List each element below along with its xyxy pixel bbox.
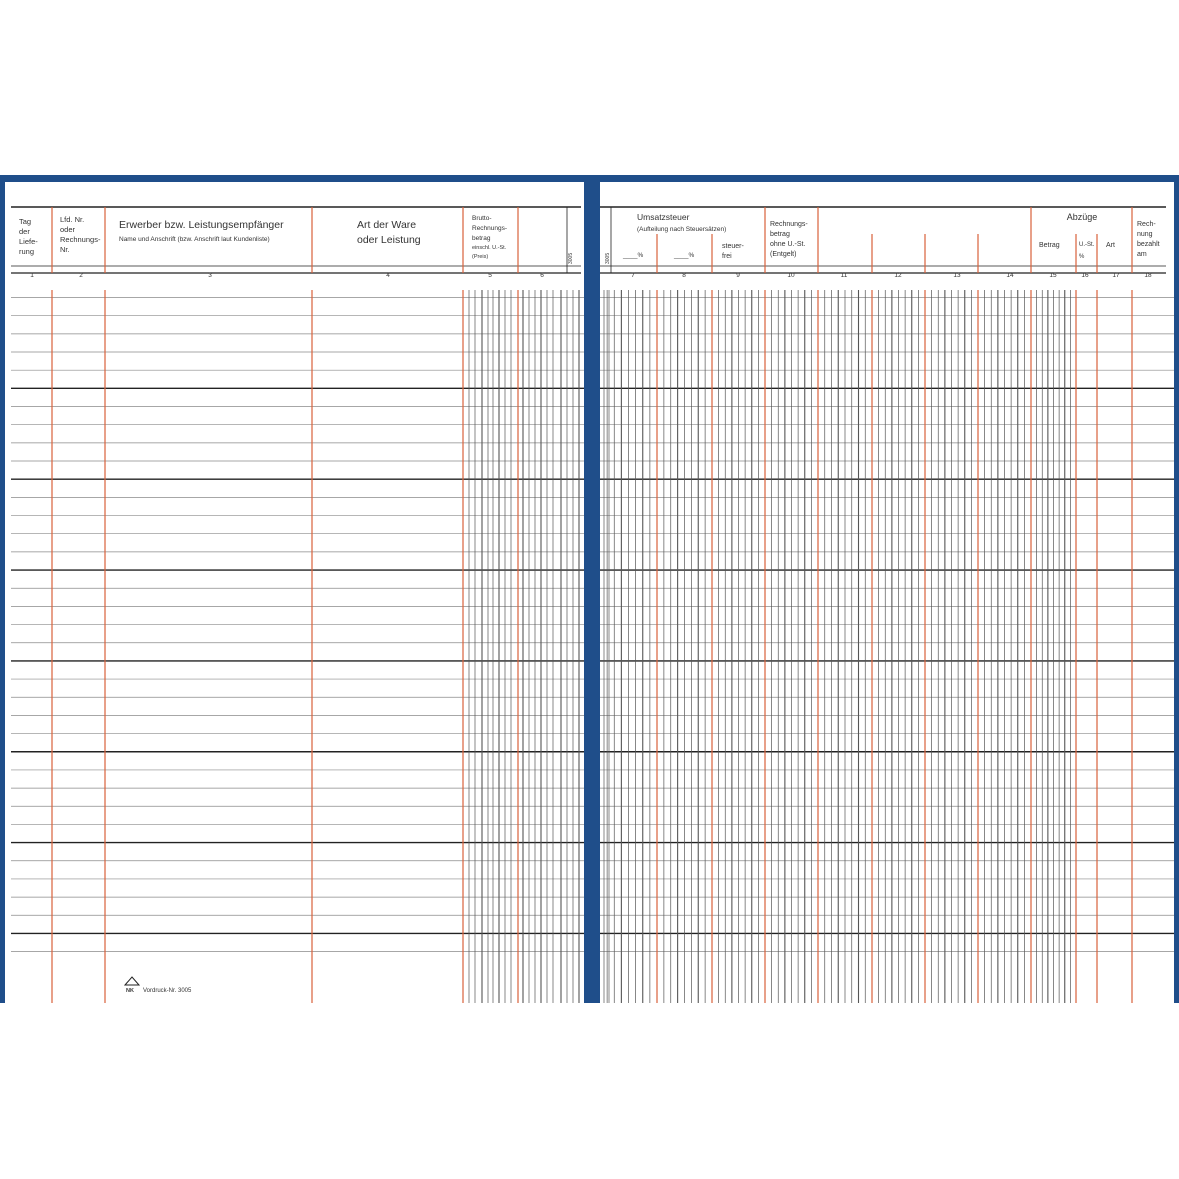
col-number-5: 5 [488,272,492,279]
col10-line-2: betrag [770,231,790,238]
col5-line-2: Rechnungs- [472,225,508,232]
col-number-13: 13 [953,272,961,279]
right-page [600,182,1174,1003]
col4-line-2: oder Leistung [357,234,421,246]
col-number-7: 7 [631,272,635,279]
col18-line-2: nung [1137,231,1153,238]
col-number-6: 6 [540,272,544,279]
form-number: Vordruck-Nr. 3005 [143,988,192,994]
col2-line-3: Rechnungs- [60,235,101,244]
col18-line-3: bezahlt [1137,241,1160,248]
logo-text: NK [126,988,134,994]
col-number-14: 14 [1006,272,1014,279]
right-side-code: 3005 [605,252,611,264]
left-header [19,215,574,279]
col10-line-1: Rechnungs- [770,221,808,228]
col-number-12: 12 [894,272,902,279]
left-page [5,182,584,1003]
col3-title: Erwerber bzw. Leistungsempfänger [119,219,284,231]
col2-line-1: Lfd. Nr. [60,215,85,224]
col1-line-2: der [19,227,30,236]
ust-subtitle: (Aufteilung nach Steuersätzen) [637,226,727,233]
col10-line-4: (Entgelt) [770,251,797,258]
right-ledger-grid [600,182,1174,1003]
col2-line-4: Nr. [60,245,70,254]
left-side-code: 3005 [568,252,574,264]
header-col-18 [1137,221,1160,258]
col4-line-1: Art der Ware [357,219,417,231]
col-number-15: 15 [1049,272,1057,279]
col5-line-5: (Preis) [472,254,489,260]
col-number-8: 8 [682,272,686,279]
col3-subtitle: Name und Anschrift (bzw. Anschrift laut Kundenliste) [119,236,270,243]
header-col-1 [19,217,38,256]
col18-line-1: Rech- [1137,221,1156,228]
col-number-11: 11 [840,272,848,279]
col-number-3: 3 [208,272,212,279]
art-label: Art [1106,242,1115,249]
col-number-9: 9 [736,272,740,279]
col1-line-1: Tag [19,217,32,226]
col2-line-2: oder [60,225,76,234]
col5-line-4: einschl. U.-St. [472,245,507,251]
binder-frame [0,175,1179,1003]
col-number-17: 17 [1112,272,1120,279]
steuerfrei-line-2: frei [722,253,732,260]
publisher-logo [125,977,139,994]
header-col-10 [770,221,808,258]
col18-line-4: am [1137,251,1147,258]
col5-line-1: Brutto- [472,215,492,222]
col5-line-3: betrag [472,235,491,242]
form-footer [125,977,192,994]
col-number-10: 10 [787,272,795,279]
col1-line-4: rung [19,247,35,256]
col-number-2: 2 [79,272,83,279]
ust-pct-line-1: U.-St. [1079,242,1095,248]
abzuege-title: Abzüge [1066,212,1098,222]
col-number-1: 1 [30,272,34,279]
left-ledger-grid [5,182,584,1003]
col1-line-3: Liefe- [19,237,38,246]
steuerfrei-line-1: steuer- [722,243,744,250]
ust-pct-line-2: % [1079,254,1085,260]
header-col-2 [60,215,101,254]
pct-label-2: ____% [674,252,695,259]
betrag-label: Betrag [1039,242,1060,249]
header-col-5 [472,215,507,260]
col-number-4: 4 [386,272,390,279]
ust-title: Umsatzsteuer [637,212,690,222]
pct-label-1: ____% [623,252,644,259]
col-number-16: 16 [1081,272,1089,279]
col10-line-3: ohne U.-St. [770,241,806,248]
col-number-18: 18 [1144,272,1152,279]
